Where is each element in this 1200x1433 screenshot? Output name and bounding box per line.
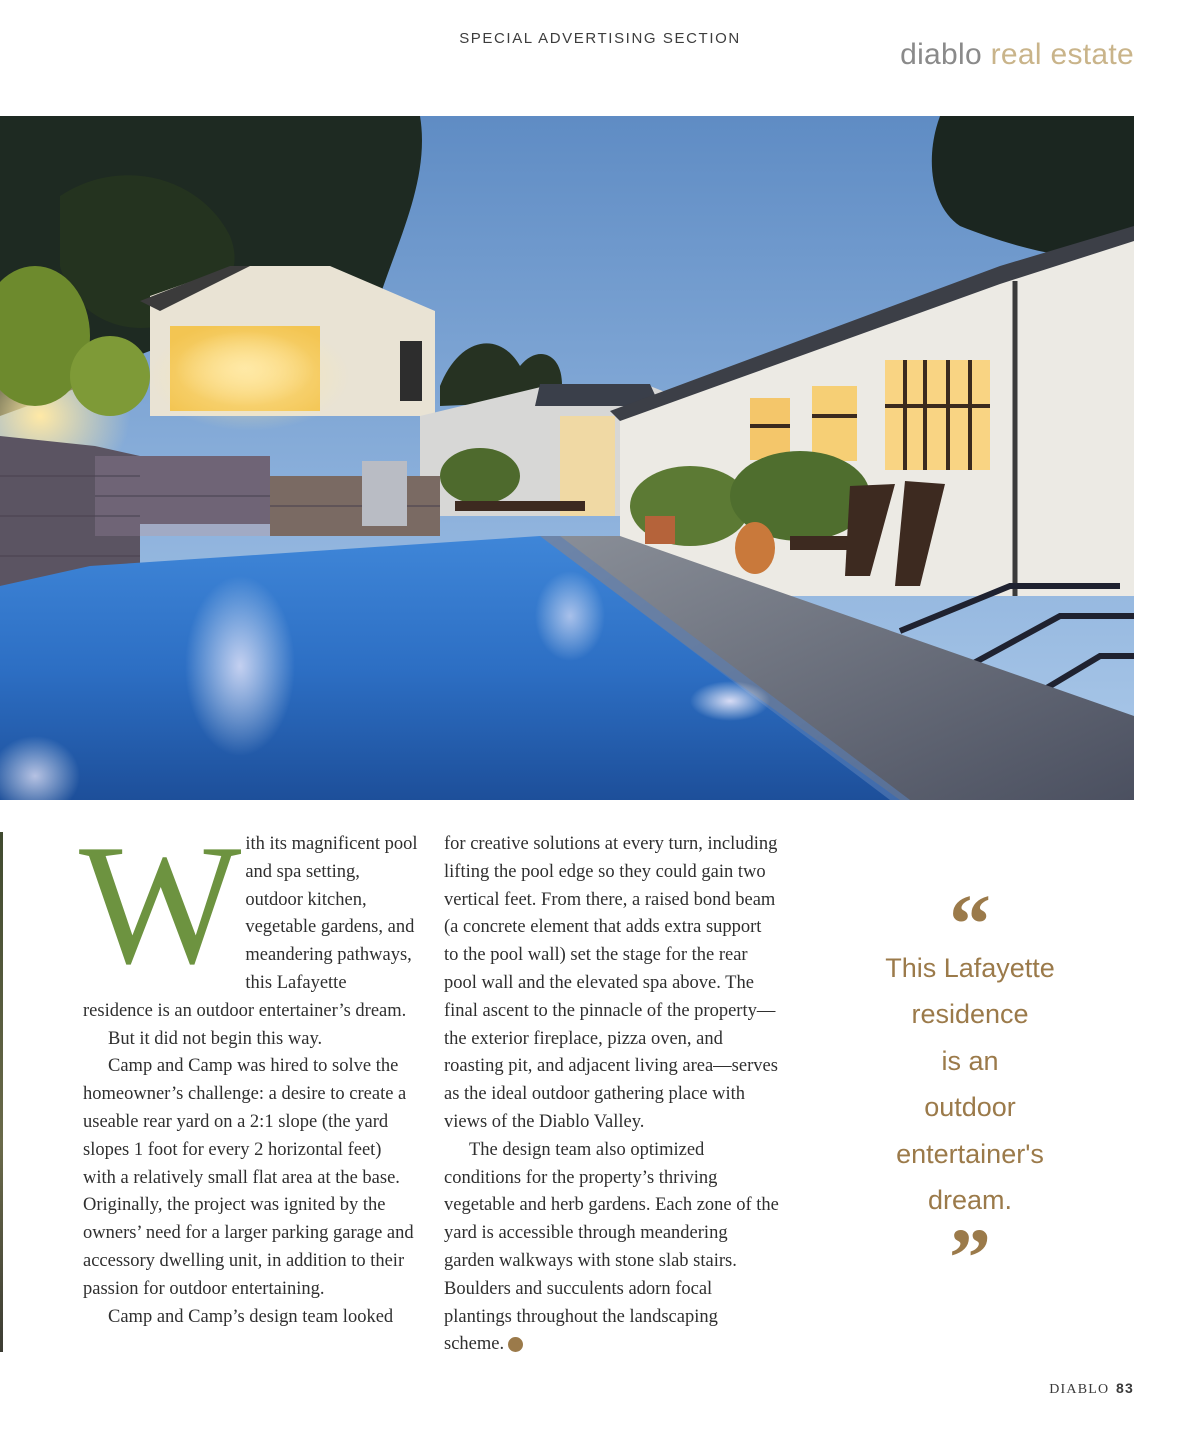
close-quote-icon: ”: [949, 1212, 991, 1306]
page-number: 83: [1116, 1380, 1134, 1396]
section-label: SPECIAL ADVERTISING SECTION: [459, 30, 741, 47]
article-column-2: [444, 831, 779, 1359]
article-paragraph-3: Camp and Camp was hired to solve the homeowner’s challenge: a desire to create a useable rear yard on a 2:1 slope (the yard slopes 1 foot for every 2 horizontal feet) with a relatively small flat area at the base. Originally, the project was ignited by the owners’ need for a larger parking garage and accessory dwelling unit, in addition to their passion for outdoor entertaining.: [83, 1056, 414, 1299]
pull-quote-line: This Lafayette: [885, 953, 1055, 983]
article-paragraph-4: Camp and Camp’s design team looked: [108, 1306, 394, 1327]
page-footer: [1049, 1380, 1134, 1398]
hero-photo: [0, 116, 1134, 800]
article-paragraph-2: But it did not begin this way.: [108, 1028, 323, 1049]
pool-house-photo-illustration: [0, 116, 1134, 800]
end-mark-icon: d: [508, 1337, 523, 1352]
article-paragraph-6: [444, 1137, 779, 1359]
pull-quote-line: is an: [941, 1045, 999, 1076]
pull-quote-line: entertainer's: [896, 1138, 1044, 1169]
brand-logo: [900, 38, 1134, 72]
page-edge-rule: [0, 832, 3, 1352]
brand-logo-part2: real estate: [990, 38, 1134, 71]
pull-quote-line: outdoor: [924, 1092, 1016, 1123]
magazine-name: DIABLO: [1049, 1382, 1110, 1397]
pull-quote-line: dream.: [927, 1185, 1013, 1216]
open-quote-icon: “: [949, 878, 991, 971]
article-paragraph-1: [79, 810, 418, 1026]
article-paragraph-1-text: ith its magnificent pool and spa setting, outdoor kitchen, vegetable gardens, and meandering pathways, this Lafayette residence is an outdoor entertainer’s dream.: [83, 834, 418, 1021]
article-column-1: [79, 810, 418, 1331]
article-paragraph-6-text: The design team also optimized conditions for the property’s thriving vegetable and herb gardens. Each zone of the yard is accessible through meandering garden walkways with stone slab stairs. Boulders and succulents adorn focal plantings throughout the landscaping scheme.: [444, 1139, 779, 1355]
pull-quote-text: [855, 945, 1085, 1223]
article-paragraph-5: for creative solutions at every turn, including lifting the pool edge so they could gain two vertical feet. From there, a raised bond beam (a concrete element that adds extra support to the pool wall) set the stage for the rear pool wall and the elevated spa above. The final ascent to the pinnacle of the property—the exterior fireplace, pizza oven, and roasting pit, and adjacent living area—serves as the ideal outdoor gathering place with views of the Diablo Valley.: [444, 834, 778, 1132]
brand-logo-part1: diablo: [900, 38, 982, 71]
pull-quote: [855, 878, 1085, 1306]
drop-cap: W: [79, 810, 242, 1000]
pull-quote-line: residence: [911, 999, 1029, 1030]
